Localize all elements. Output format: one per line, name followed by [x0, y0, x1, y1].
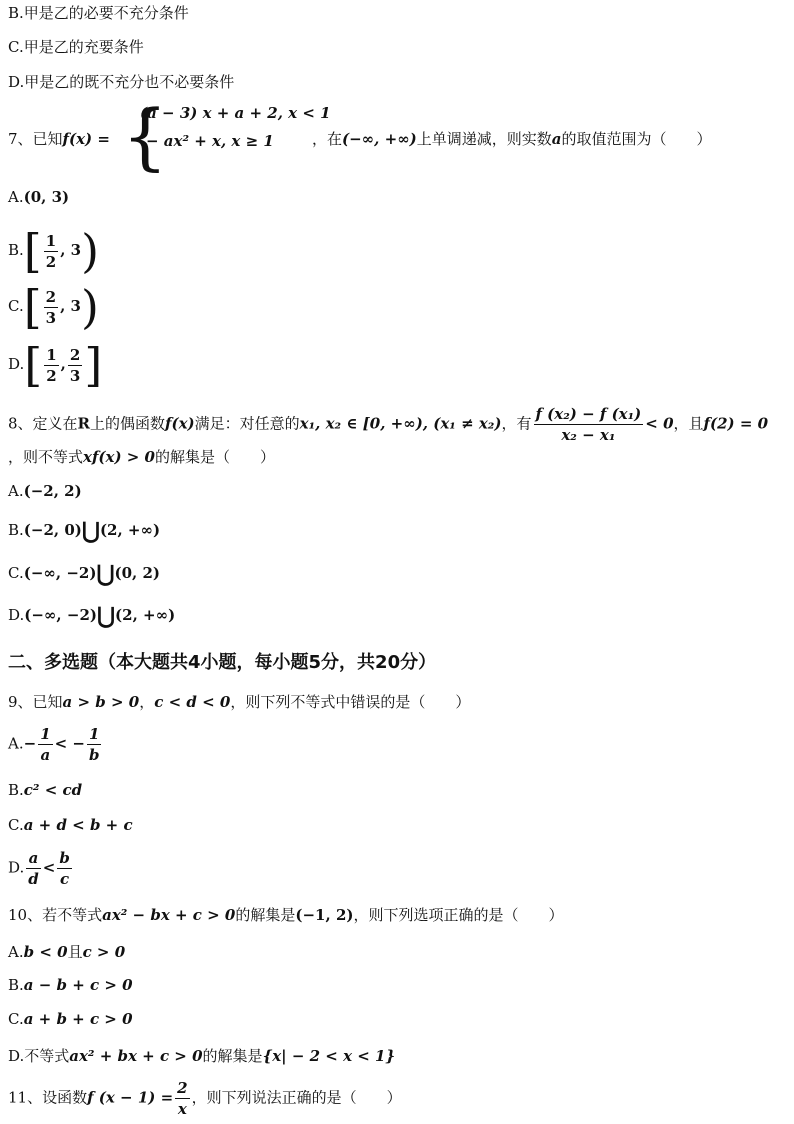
q8-option-d: D.(−∞, −2)⋃(2, +∞)	[8, 603, 176, 629]
q8-stem-line2: ，则不等式xf(x) > 0的解集是（ ）	[8, 448, 276, 466]
q7-stem: 7、已知f(x) =	[8, 130, 110, 148]
q7-option-b: B.[ $\frac{1}{2}$ , 3)	[8, 224, 100, 278]
q8-option-b: B.(−2, 0)⋃(2, +∞)	[8, 518, 161, 544]
q6-option-d: D.甲是乙的既不充分也不必要条件	[8, 73, 235, 91]
q7-case-2: − ax² + x, x ≥ 1	[146, 132, 274, 150]
q10-option-c: C.a + b + c > 0	[8, 1010, 133, 1028]
q9-option-b: B.c² < cd	[8, 781, 83, 799]
q10-option-a: A.b < 0且c > 0	[8, 943, 126, 961]
q7-stem-tail: ，在(−∞, +∞)上单调递减，则实数a的取值范围为（ ）	[312, 130, 712, 148]
q9-stem: 9、已知a > b > 0，c < d < 0，则下列不等式中错误的是（ ）	[8, 693, 471, 711]
q7-option-c: C.[ $\frac{2}{3}$ , 3)	[8, 280, 99, 334]
q9-option-d: D. $\frac{a}{d}$ < $\frac{b}{c}$	[8, 849, 70, 888]
q10-stem: 10、若不等式ax² − bx + c > 0的解集是(−1, 2)，则下列选项正确的是（ ）	[8, 906, 564, 924]
q7-piecewise-brace: {	[122, 94, 168, 178]
q8-option-c: C.(−∞, −2)⋃(0, 2)	[8, 561, 160, 587]
section-heading-multiple-choice: 二、多选题（本大题共4小题，每小题5分，共20分）	[8, 652, 437, 673]
q10-option-d: D.不等式ax² + bx + c > 0的解集是{x| − 2 < x < 1}	[8, 1047, 396, 1065]
q7-option-d: D.[ $\frac{1}{2}$ , $\frac{2}{3}$ ]	[8, 338, 103, 392]
q9-option-c: C.a + d < b + c	[8, 816, 133, 834]
q10-option-b: B.a − b + c > 0	[8, 976, 133, 994]
q6-option-c: C.甲是乙的充要条件	[8, 38, 144, 56]
q8-option-a: A.(−2, 2)	[8, 482, 82, 500]
q6-option-b: B.甲是乙的必要不充分条件	[8, 4, 189, 22]
q7-option-a: A.(0, 3)	[8, 188, 70, 206]
q7-case-1: (a − 3) x + a + 2, x < 1	[140, 104, 331, 122]
q8-stem: 8、定义在R上的偶函数f(x)满足：对任意的x₁, x₂ ∈ [0, +∞), (x₁ ≠ x₂)，有 $\frac{\text{f (x₂) − f (x₁)}}{\text{x₂ − x₁}}$ < 0，且f(2) = 0	[8, 405, 769, 444]
q11-stem: 11、设函数f (x − 1) = $\frac{2}{x}$ ，则下列说法正确的是（ ）	[8, 1079, 402, 1118]
q9-option-a: A.− $\frac{1}{a}$ < − $\frac{1}{b}$	[8, 725, 100, 764]
